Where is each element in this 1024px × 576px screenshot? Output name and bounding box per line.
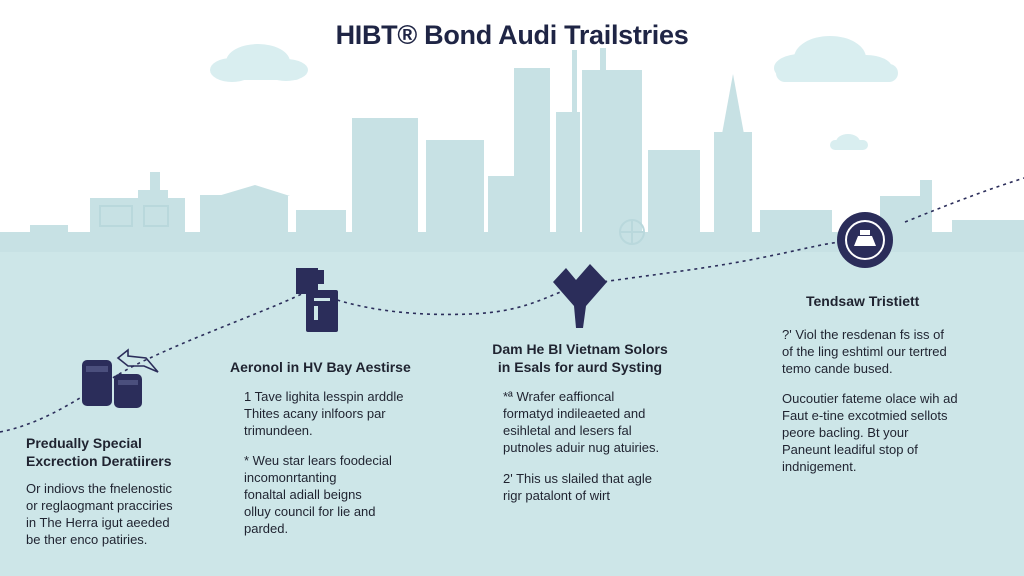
step-4-body-1: ?' Viol the resdenan fs iss of of the ling eshtiml our tertred temo cande bused. bbox=[782, 327, 947, 376]
step-3-heading: Dam He Bl Vietnam Solors in Esals for aurd Systing bbox=[492, 341, 668, 375]
step-1-heading: Predually Special Excrection Deratiirers bbox=[26, 435, 172, 469]
step-2-body-2: * Weu star lears foodecial incomonrtanting fonaltal adiall beigns olluy council for lie and parded. bbox=[244, 453, 392, 536]
cloud-icon bbox=[830, 134, 868, 150]
step-2-body-1: 1 Tave lighita lesspin arddle Thites acany inlfoors par trimundeen. bbox=[244, 389, 404, 438]
step-1-body: Or indiovs the fnelenostic or reglaogmant pracciries in The Herra igut aeeded be ther enco patiries. bbox=[26, 481, 173, 547]
step-3-body-2: 2' This us slailed that agle rigr patalont of wirt bbox=[503, 471, 652, 503]
step-2-heading: Aeronol in HV Bay Aestirse bbox=[230, 359, 411, 375]
heart-funnel-icon bbox=[553, 264, 607, 328]
page-title: HIBT® Bond Audi Trailstries bbox=[335, 20, 689, 50]
step-3-body-1: *ª Wrafer eaffioncal formatyd indileaeted and esihletal and lesers fal putnoles aduir nug atuiries. bbox=[503, 389, 660, 455]
document-folder-icon bbox=[296, 268, 338, 332]
barrels-icon bbox=[82, 350, 158, 408]
step-4-body-2: Oucoutier fateme olace wih ad Faut e-tine excotmied sellots peore bacling. Bt your Paneunt leadiful stop of indnigement. bbox=[782, 391, 958, 474]
step-4-heading: Tendsaw Tristiett bbox=[806, 293, 920, 309]
badge-icon bbox=[837, 212, 893, 268]
